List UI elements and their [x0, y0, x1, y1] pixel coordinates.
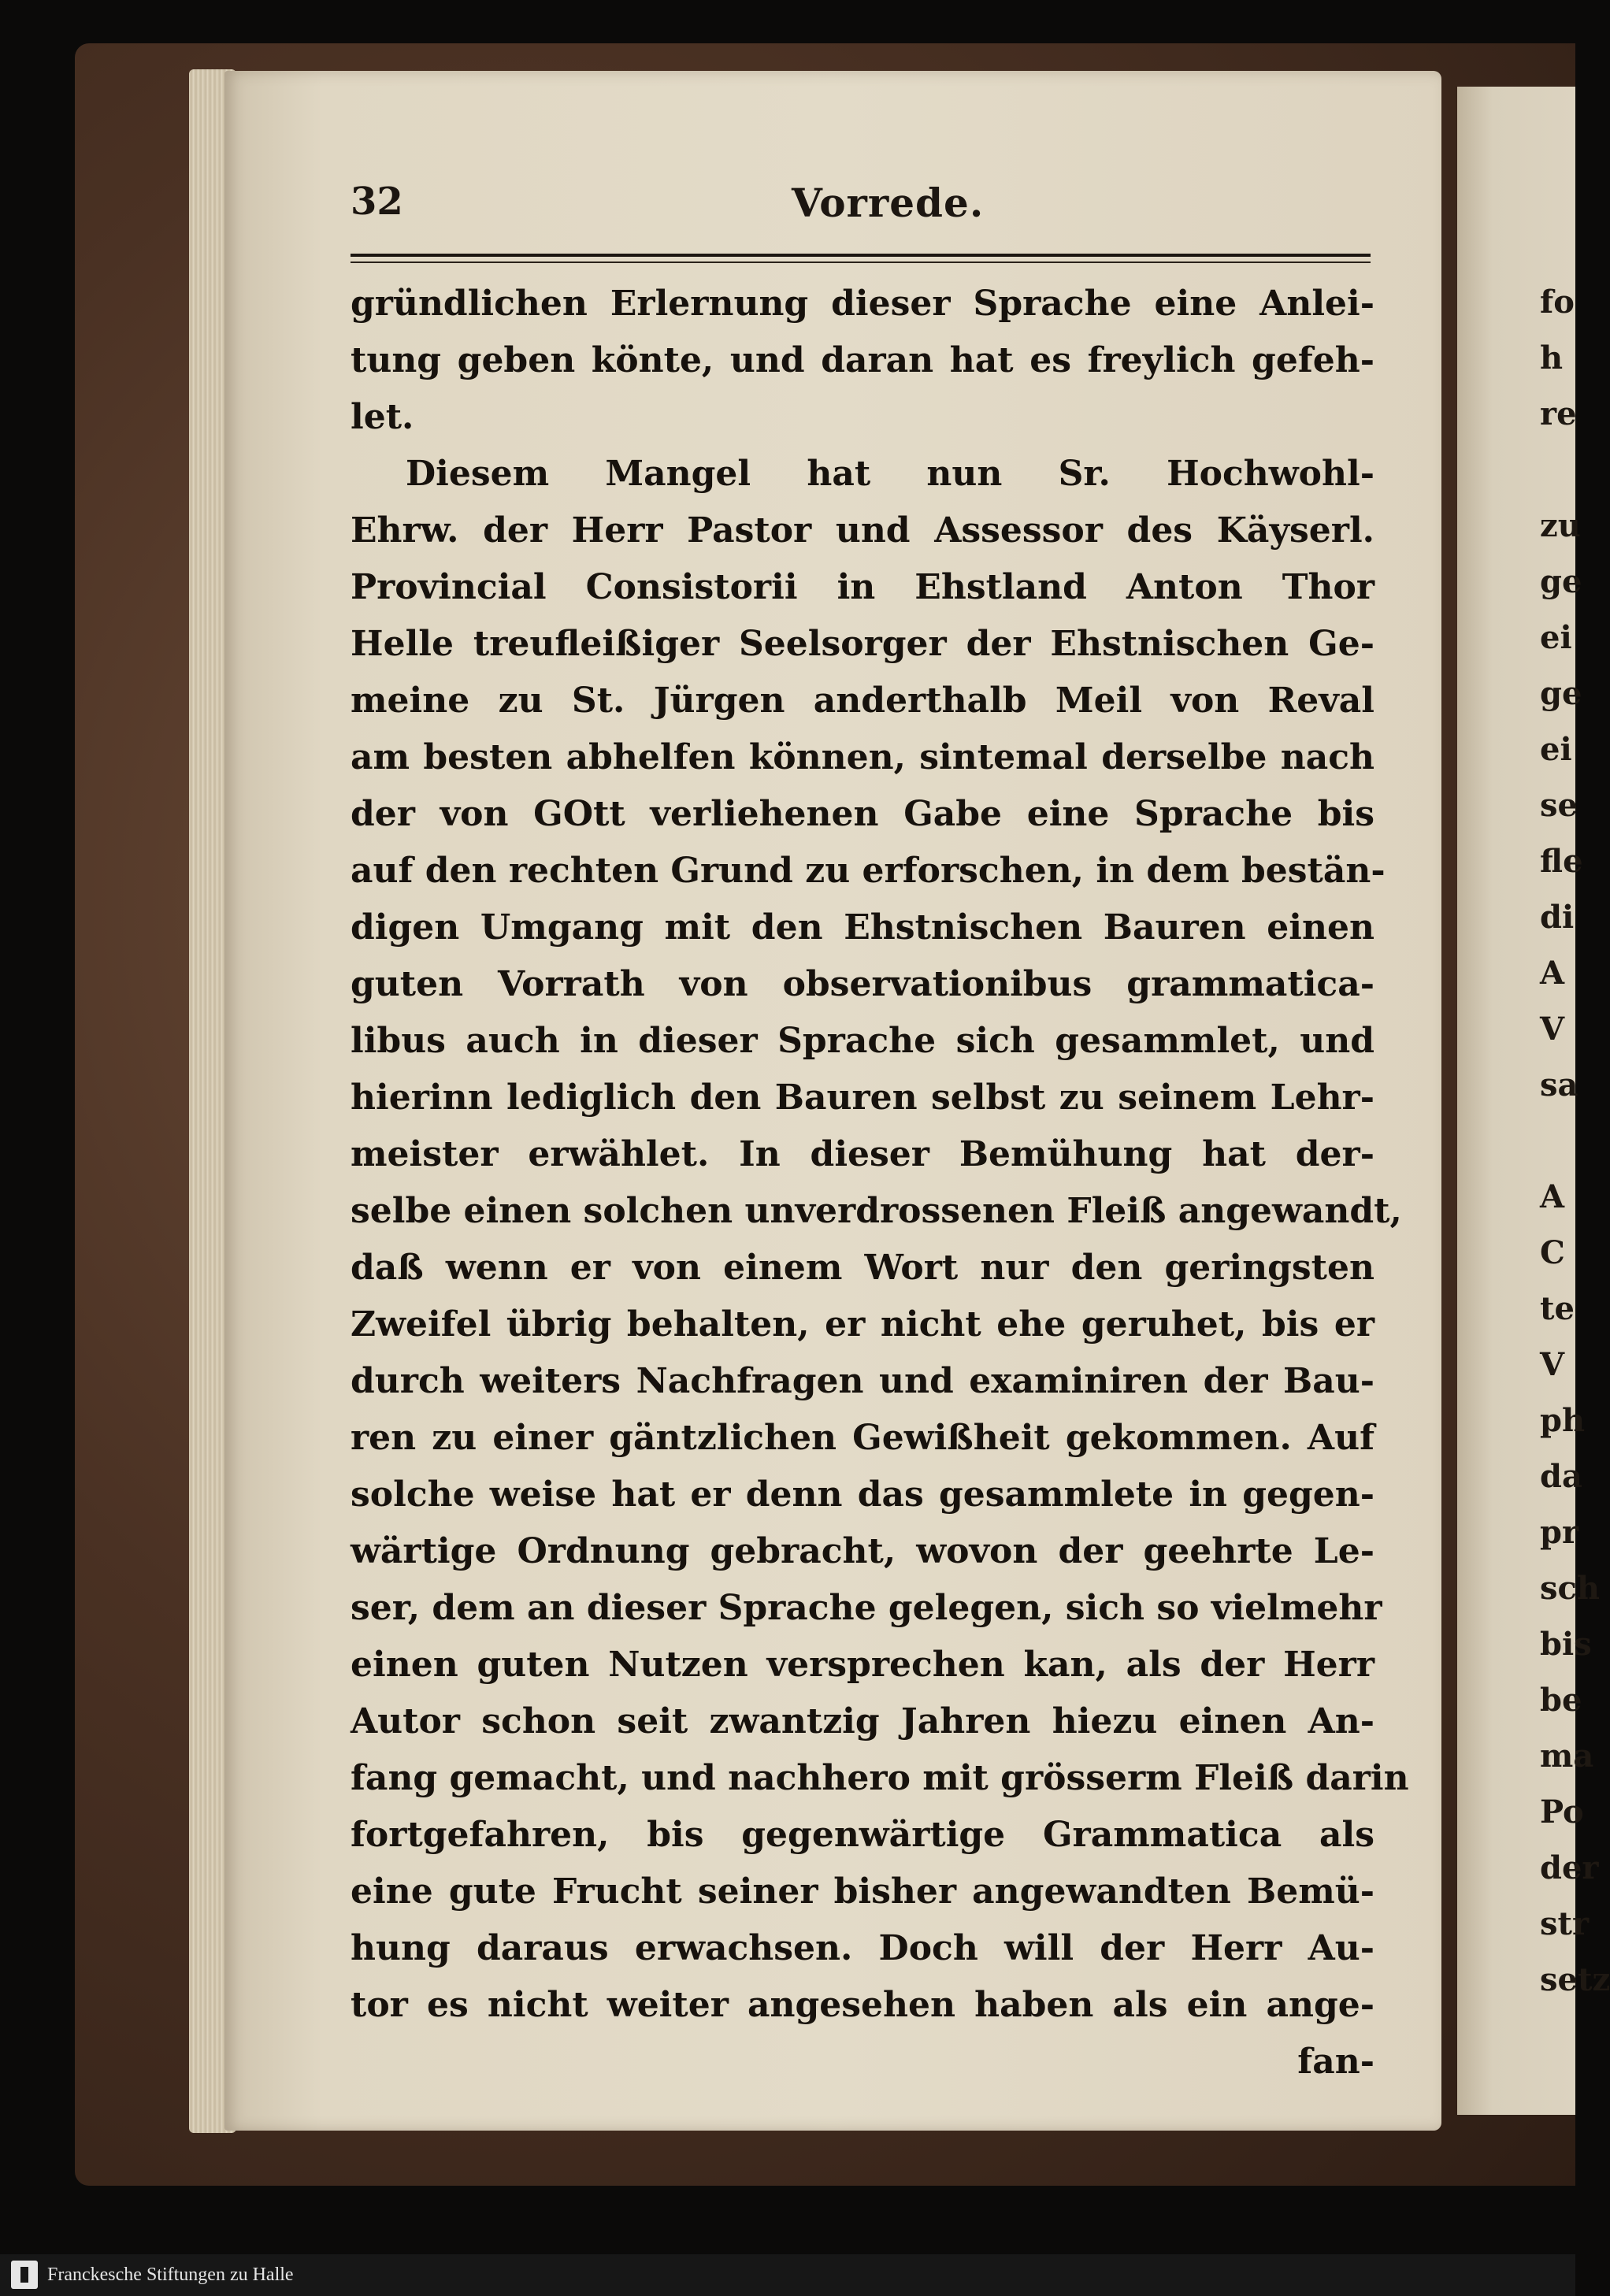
text-line: auf den rechten Grund zu erforschen, in dem bestän- — [351, 851, 1386, 891]
facing-page-fragment: ge — [1540, 563, 1582, 600]
facing-page-fragment: Po — [1540, 1793, 1584, 1830]
text-line: libus auch in dieser Sprache sich gesammlet, und — [351, 1021, 1374, 1061]
facing-page-fragment: h — [1540, 339, 1564, 376]
text-line: fang gemacht, und nachhero mit grösserm Fleiß darin — [351, 1758, 1409, 1798]
text-line: ren zu einer gäntzlichen Gewißheit gekommen. Auf — [351, 1418, 1374, 1458]
facing-page-fragment: zu — [1540, 507, 1581, 544]
facing-page-fragment: setz — [1540, 1961, 1610, 1998]
facing-page-fragment: di — [1540, 899, 1575, 936]
facing-page-fragment: V — [1540, 1011, 1565, 1048]
facing-page-fragment: te — [1540, 1290, 1575, 1327]
text-line: am besten abhelfen können, sintemal derselbe nach — [351, 737, 1374, 777]
text-line: hierinn lediglich den Bauren selbst zu seinem Lehr- — [351, 1078, 1374, 1118]
facing-page-fragment: pr — [1540, 1514, 1579, 1551]
facing-page-fragment: be — [1540, 1682, 1582, 1719]
facing-page-fragment: bis — [1540, 1626, 1592, 1663]
text-line: digen Umgang mit den Ehstnischen Bauren einen — [351, 907, 1374, 948]
facing-page-fragment: ei — [1540, 619, 1572, 656]
facing-page-fragment: sa — [1540, 1066, 1578, 1103]
facing-page-fragment: A — [1540, 955, 1565, 992]
facing-page-fragment: der — [1540, 1849, 1599, 1886]
footer-bar — [0, 2254, 1575, 2296]
text-line: eine gute Frucht seiner bisher angewandten Bemü- — [351, 1871, 1374, 1912]
text-line: meine zu St. Jürgen anderthalb Meil von Reval — [351, 681, 1374, 721]
facing-page — [1457, 87, 1610, 2115]
text-line: let. — [351, 397, 414, 437]
text-line: fortgefahren, bis gegenwärtige Grammatica als — [351, 1815, 1374, 1855]
facing-page-fragment: ma — [1540, 1738, 1594, 1775]
text-line: Autor schon seit zwantzig Jahren hiezu einen An- — [351, 1701, 1374, 1741]
catchword: fan- — [1297, 2042, 1374, 2082]
facing-page-fragment: ei — [1540, 731, 1572, 768]
facing-page-fragment: ge — [1540, 675, 1582, 712]
footer-institution-text: Franckesche Stiftungen zu Halle — [47, 2264, 294, 2285]
running-title: Vorrede. — [792, 180, 985, 226]
text-line: Zweifel übrig behalten, er nicht ehe geruhet, bis er — [351, 1304, 1374, 1345]
text-line: tung geben könte, und daran hat es freylich gefeh- — [351, 340, 1374, 380]
page-number: 32 — [351, 180, 403, 224]
institution-logo-icon — [11, 2261, 38, 2289]
facing-page-fragment: C — [1540, 1234, 1565, 1271]
text-line: der von GOtt verliehenen Gabe eine Sprache bis — [351, 794, 1374, 834]
text-line: meister erwählet. In dieser Bemühung hat der- — [351, 1134, 1374, 1174]
text-line: Provincial Consistorii in Ehstland Anton Thor — [351, 567, 1374, 607]
facing-page-fragment: fo — [1540, 284, 1575, 321]
facing-page-fragment: str — [1540, 1905, 1590, 1942]
text-line: Helle treufleißiger Seelsorger der Ehstnischen Ge- — [351, 624, 1374, 664]
facing-page-fragment: sch — [1540, 1570, 1600, 1607]
facing-page-fragment: A — [1540, 1178, 1565, 1215]
facing-page-fragment: ph — [1540, 1402, 1586, 1439]
header-rule-thin — [351, 261, 1371, 263]
text-line: solche weise hat er denn das gesammlete in gegen- — [351, 1474, 1374, 1515]
text-line: Diesem Mangel hat nun Sr. Hochwohl- — [406, 454, 1374, 494]
text-line: daß wenn er von einem Wort nur den geringsten — [351, 1248, 1374, 1288]
facing-page-fragment: se — [1540, 787, 1578, 824]
text-line: selbe einen solchen unverdrossenen Fleiß angewandt, — [351, 1191, 1402, 1231]
facing-page-fragment: re — [1540, 395, 1577, 432]
body-text — [351, 276, 1409, 2090]
text-line: wärtige Ordnung gebracht, wovon der geehrte Le- — [351, 1531, 1374, 1571]
text-line: tor es nicht weiter angesehen haben als ein ange- — [351, 1985, 1374, 2025]
facing-page-fragment: V — [1540, 1346, 1565, 1383]
text-line: durch weiters Nachfragen und examiniren der Bau- — [351, 1361, 1374, 1401]
text-line: ser, dem an dieser Sprache gelegen, sich so vielmehr — [351, 1588, 1382, 1628]
text-line: Ehrw. der Herr Pastor und Assessor des Käyserl. — [351, 510, 1374, 551]
facing-page-fragment: da — [1540, 1458, 1582, 1495]
text-line: hung daraus erwachsen. Doch will der Herr Au- — [351, 1928, 1374, 1968]
page-header — [351, 180, 1371, 235]
facing-page-fragment: fle — [1540, 843, 1583, 880]
text-line: gründlichen Erlernung dieser Sprache eine Anlei- — [351, 284, 1374, 324]
text-line: einen guten Nutzen versprechen kan, als der Herr — [351, 1645, 1374, 1685]
header-rule — [351, 254, 1371, 257]
text-line: guten Vorrath von observationibus grammatica- — [351, 964, 1374, 1004]
